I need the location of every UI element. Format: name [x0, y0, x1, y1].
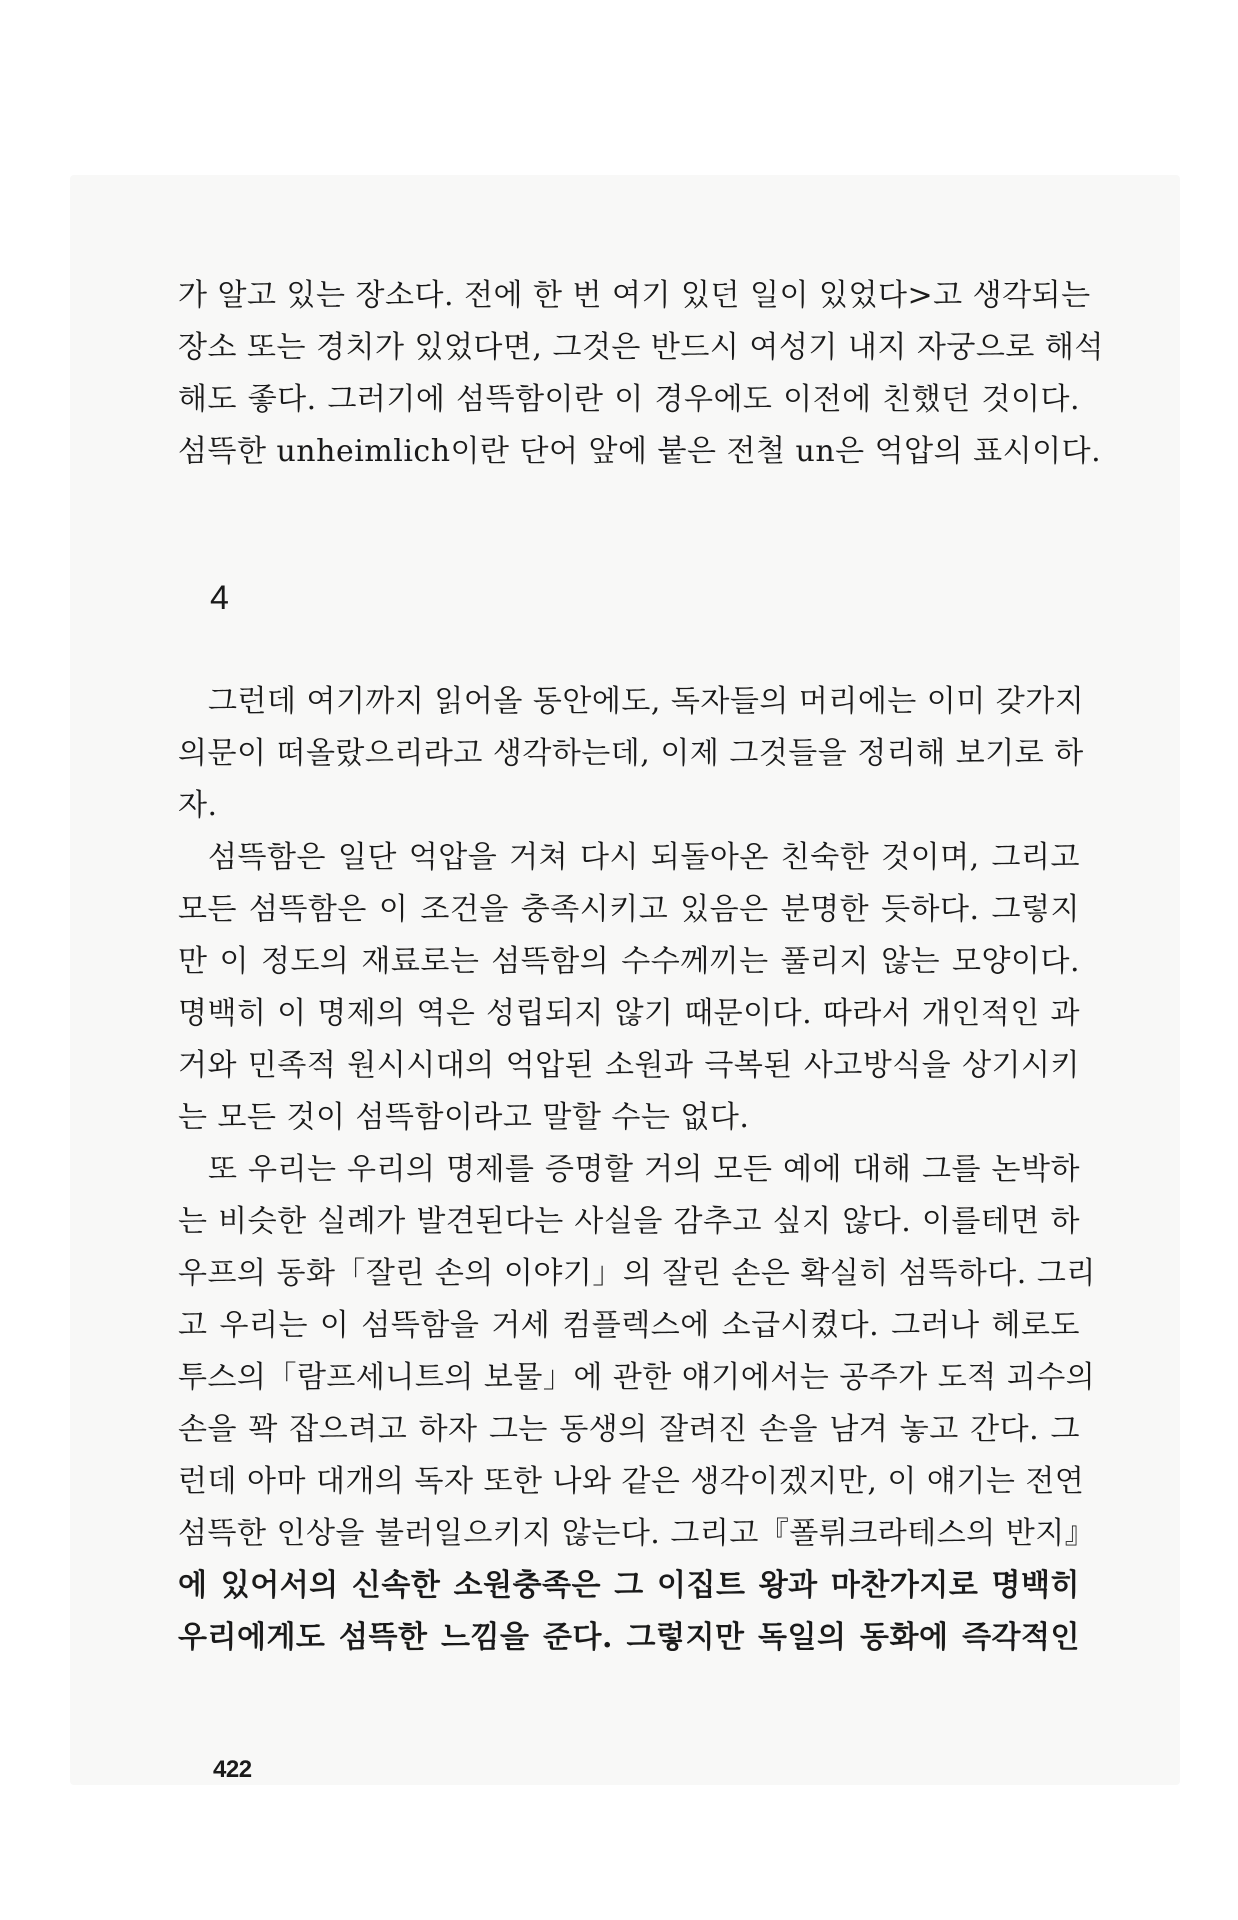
text-line: 섬뜩함은 일단 억압을 거쳐 다시 되돌아온 친숙한 것이며, 그리고	[208, 840, 1080, 875]
text-line: 가 알고 있는 장소다. 전에 한 번 여기 있던 일이 있었다>고 생각되는	[178, 278, 1091, 313]
text-line: 고 우리는 이 섬뜩함을 거세 컴플렉스에 소급시켰다. 그러나 헤로도	[178, 1308, 1080, 1343]
text-line: 런데 아마 대개의 독자 또한 나와 같은 생각이겠지만, 이 얘기는 전연	[178, 1464, 1085, 1499]
text-line: 는 모든 것이 섬뜩함이라고 말할 수는 없다.	[178, 1100, 750, 1135]
text-line: 섬뜩한 인상을 불러일으키지 않는다. 그리고『폴뤼크라테스의 반지』	[178, 1516, 1096, 1551]
text-line: 우리에게도 섬뜩한 느낌을 준다. 그렇지만 독일의 동화에 즉각적인	[178, 1620, 1080, 1655]
section-number: 4	[210, 579, 229, 617]
text-line: 자.	[178, 788, 218, 823]
text-line: 해도 좋다. 그러기에 섬뜩함이란 이 경우에도 이전에 친했던 것이다.	[178, 382, 1080, 417]
page-number: 422	[213, 1756, 252, 1783]
text-line: 또 우리는 우리의 명제를 증명할 거의 모든 예에 대해 그를 논박하	[208, 1152, 1080, 1187]
text-line: 에 있어서의 신속한 소원충족은 그 이집트 왕과 마찬가지로 명백히	[178, 1568, 1080, 1603]
paragraph	[178, 832, 1080, 1144]
text-line: 섬뜩한 unheimlich이란 단어 앞에 붙은 전철 un은 억압의 표시이다.	[178, 434, 1102, 469]
text-line: 의문이 떠올랐으리라고 생각하는데, 이제 그것들을 정리해 보기로 하	[178, 736, 1084, 771]
text-line: 명백히 이 명제의 역은 성립되지 않기 때문이다. 따라서 개인적인 과	[178, 996, 1080, 1031]
text-line: 모든 섬뜩함은 이 조건을 충족시키고 있음은 분명한 듯하다. 그렇지	[178, 892, 1080, 927]
text-line: 손을 꽉 잡으려고 하자 그는 동생의 잘려진 손을 남겨 놓고 간다. 그	[178, 1412, 1080, 1447]
paragraph	[178, 676, 1085, 832]
text-line: 장소 또는 경치가 있었다면, 그것은 반드시 여성기 내지 자궁으로 해석	[178, 330, 1104, 365]
paragraph	[178, 1144, 1096, 1664]
text-line: 우프의 동화「잘린 손의 이야기」의 잘린 손은 확실히 섬뜩하다. 그리	[178, 1256, 1096, 1291]
text-line: 투스의「람프세니트의 보물」에 관한 얘기에서는 공주가 도적 괴수의	[178, 1360, 1096, 1395]
text-line: 는 비슷한 실례가 발견된다는 사실을 감추고 싶지 않다. 이를테면 하	[178, 1204, 1080, 1239]
paragraph-continued	[178, 270, 1104, 478]
text-line: 거와 민족적 원시시대의 억압된 소원과 극복된 사고방식을 상기시키	[178, 1048, 1080, 1083]
text-line: 만 이 정도의 재료로는 섬뜩함의 수수께끼는 풀리지 않는 모양이다.	[178, 944, 1080, 979]
text-line: 그런데 여기까지 읽어올 동안에도, 독자들의 머리에는 이미 갖가지	[208, 684, 1085, 719]
